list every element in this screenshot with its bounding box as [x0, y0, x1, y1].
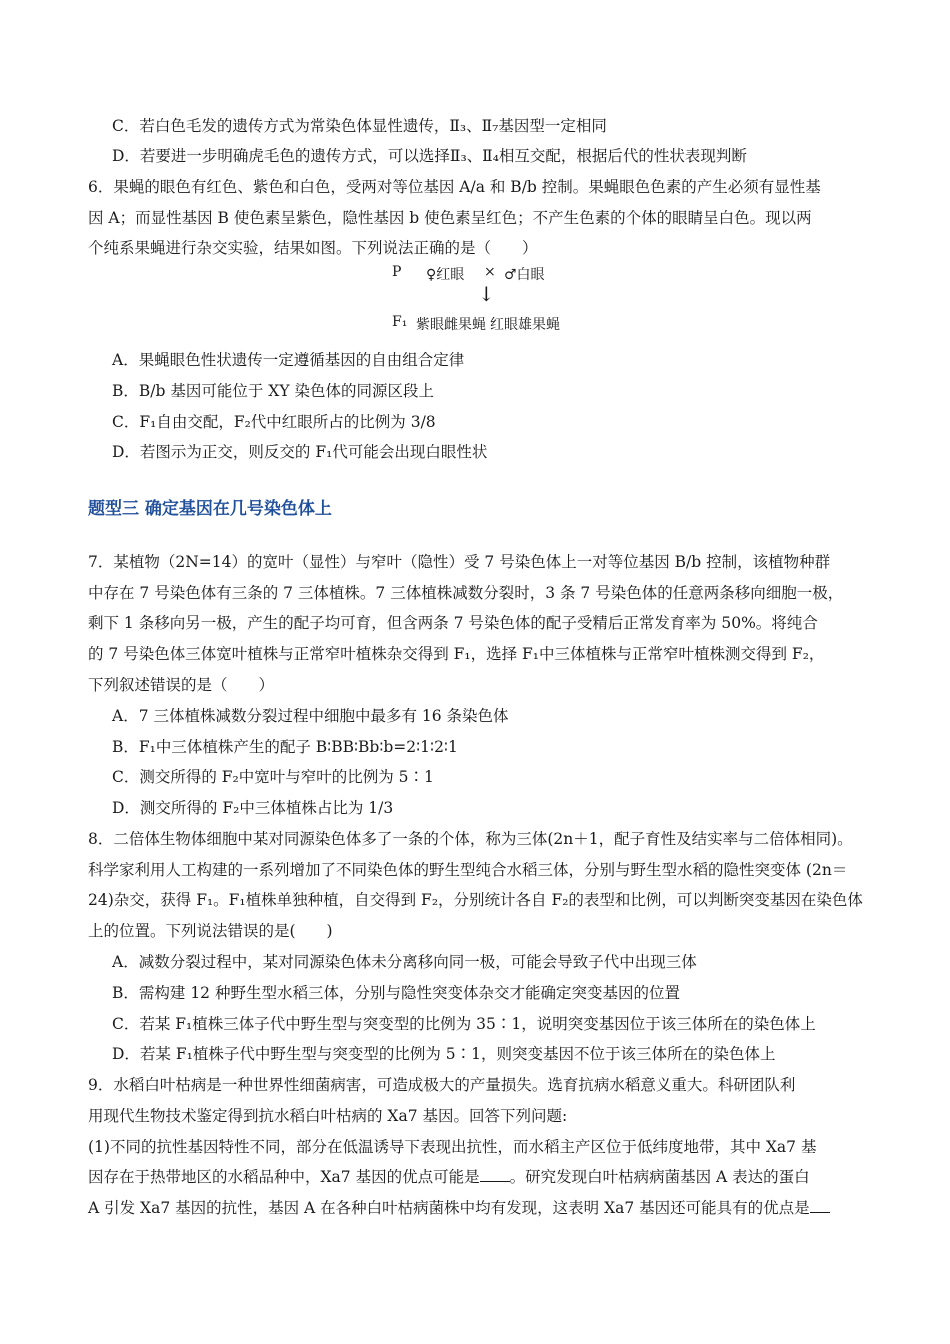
q7-option-d: D．测交所得的 F₂中三体植株占比为 1/3 — [112, 799, 394, 817]
q7-option-b: B．F₁中三体植株产生的配子 B∶BB∶Bb∶b=2∶1∶2∶1 — [112, 738, 458, 756]
q9-part1-line2 — [88, 1167, 810, 1187]
q8-stem-line4: 上的位置。下列说法错误的是( ) — [88, 922, 333, 940]
q7-stem-line4: 的 7 号染色体三体宽叶植株与正常窄叶植株杂交得到 F₁，选择 F₁中三体植株与正常窄叶植株测交得到 F₂， — [88, 645, 825, 663]
q5-option-d: D．若要进一步明确虎毛色的遗传方式，可以选择Ⅱ₃、Ⅱ₄相互交配，根据后代的性状表现判断 — [112, 147, 747, 165]
q7-option-c: C．测交所得的 F₂中宽叶与窄叶的比例为 5∶1 — [112, 768, 434, 786]
answer-blank[interactable] — [480, 1167, 510, 1182]
q8-option-d: D．若某 F₁植株子代中野生型与突变型的比例为 5∶1，则突变基因不位于该三体所在的染色体上 — [112, 1045, 776, 1063]
q8-stem-line1: 8．二倍体生物体细胞中某对同源染色体多了一条的个体，称为三体(2n＋1，配子育性及结实率与二倍体相同)。 — [88, 830, 853, 848]
q9-stem-line2: 用现代生物技术鉴定得到抗水稻白叶枯病的 Xa7 基因。回答下列问题: — [88, 1107, 568, 1125]
q8-option-b: B．需构建 12 种野生型水稻三体，分别与隐性突变体杂交才能确定突变基因的位置 — [112, 984, 680, 1002]
cross-symbol: × — [484, 264, 496, 280]
q7-stem-line1: 7．某植物（2N=14）的宽叶（显性）与窄叶（隐性）受 7 号染色体上一对等位基因 B/b 控制，该植物种群 — [88, 553, 831, 571]
q7-stem-line2: 中存在 7 号染色体有三条的 7 三体植株。7 三体植株减数分裂时，3 条 7 号染色体的任意两条移向细胞一极， — [88, 584, 844, 602]
q6-stem-line3: 个纯系果蝇进行杂交实验，结果如图。下列说法正确的是（ ） — [88, 239, 538, 257]
q6-option-c: C．F₁自由交配，F₂代中红眼所占的比例为 3/8 — [112, 413, 436, 431]
q8-option-c: C．若某 F₁植株三体子代中野生型与突变型的比例为 35∶1，说明突变基因位于该三体所在的染色体上 — [112, 1015, 816, 1033]
q9-part1-line2-text-b: 。研究发现白叶枯病病菌基因 A 表达的蛋白 — [509, 1168, 810, 1186]
q6-option-b: B．B/b 基因可能位于 XY 染色体的同源区段上 — [112, 382, 434, 400]
cross-diagram — [388, 262, 588, 342]
q8-stem-line2: 科学家利用人工构建的一系列增加了不同染色体的野生型纯合水稻三体，分别与野生型水稻的隐性突变体 (2n＝ — [88, 861, 848, 879]
f1-generation-label: F₁ — [392, 314, 408, 330]
answer-blank[interactable] — [810, 1198, 830, 1213]
p-generation-label: P — [392, 264, 402, 280]
q6-stem-line1: 6．果蝇的眼色有红色、紫色和白色，受两对等位基因 A/a 和 B/b 控制。果蝇眼色色素的产生必须有显性基 — [88, 178, 821, 196]
section-heading: 题型三 确定基因在几号染色体上 — [88, 499, 332, 519]
q7-option-a: A．7 三体植株减数分裂过程中细胞中最多有 16 条染色体 — [112, 707, 509, 725]
f1-male-offspring: 红眼雄果蝇 — [490, 317, 560, 333]
q9-stem-line1: 9．水稻白叶枯病是一种世界性细菌病害，可造成极大的产量损失。选育抗病水稻意义重大。科研团队利 — [88, 1076, 796, 1094]
q7-stem-line5: 下列叙述错误的是（ ） — [88, 676, 275, 694]
q5-option-c: C．若白色毛发的遗传方式为常染色体显性遗传，Ⅱ₃、Ⅱ₇基因型一定相同 — [112, 117, 607, 135]
q6-option-a: A．果蝇眼色性状遗传一定遵循基因的自由组合定律 — [112, 351, 465, 369]
female-parent: ♀红眼 — [426, 267, 465, 283]
q9-part1-line3-text: A 引发 Xa7 基因的抗性，基因 A 在各种白叶枯病菌株中均有发现，这表明 Xa7 基因还可能具有的优点是 — [88, 1199, 810, 1217]
f1-female-offspring: 紫眼雌果蝇 — [416, 317, 486, 333]
q6-stem-line2: 因 A；而显性基因 B 使色素呈紫色，隐性基因 b 使色素呈红色；不产生色素的个体的眼睛呈白色。现以两 — [88, 209, 812, 227]
q6-option-d: D．若图示为正交，则反交的 F₁代可能会出现白眼性状 — [112, 443, 488, 461]
q8-stem-line3: 24)杂交，获得 F₁。F₁植株单独种植，自交得到 F₂，分别统计各自 F₂的表型和比例，可以判断突变基因在染色体 — [88, 891, 863, 909]
q9-part1-line1: (1)不同的抗性基因特性不同，部分在低温诱导下表现出抗性，而水稻主产区位于低纬度地带，其中 Xa7 基 — [88, 1138, 817, 1156]
male-parent: ♂白眼 — [504, 267, 545, 283]
q9-part1-line3 — [88, 1198, 830, 1218]
arrow-down-icon: ↓ — [478, 282, 495, 306]
q7-stem-line3: 剩下 1 条移向另一极，产生的配子均可育，但含两条 7 号染色体的配子受精后正常发育率为 50%。将纯合 — [88, 614, 818, 632]
q8-option-a: A．减数分裂过程中，某对同源染色体未分离移向同一极，可能会导致子代中出现三体 — [112, 953, 697, 971]
q9-part1-line2-text-a: 因存在于热带地区的水稻品种中，Xa7 基因的优点可能是 — [88, 1168, 480, 1186]
